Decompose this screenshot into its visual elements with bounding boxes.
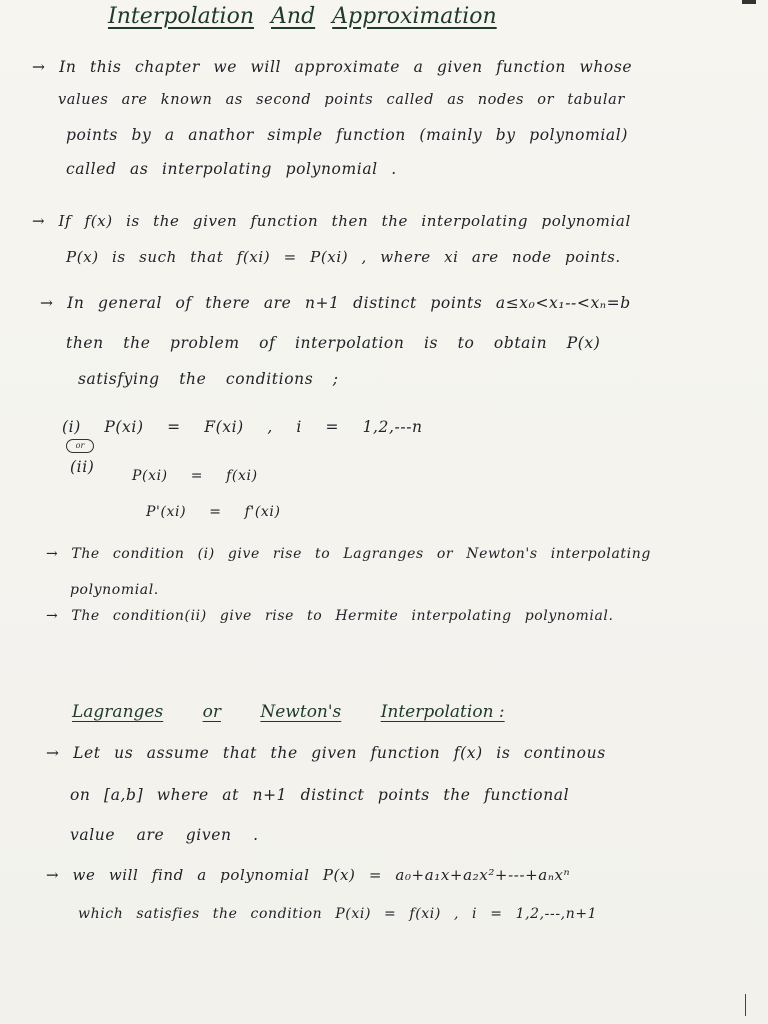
text-line-8: then the problem of interpolation is to obtain P(x) [66,334,601,352]
text-line-5: → If f(x) is the given function then the interpolating polynomial [32,212,631,230]
text-line-9: satisfying the conditions ; [78,370,339,388]
section-heading [72,702,539,722]
text-line-18: value are given . [70,826,259,844]
heading-lagranges: Lagranges [72,702,164,722]
circled-or: or [66,439,94,453]
text-line-4: called as interpolating polynomial . [66,160,397,178]
condition-ii-label: (ii) [70,458,95,476]
heading-newtons: Newton's [260,702,342,722]
title-word-interpolation: Interpolation [108,4,255,29]
page-edge-mark [745,994,746,1016]
text-line-1: → In this chapter we will approximate a given function whose [32,58,633,76]
text-line-17: on [a,b] where at n+1 distinct points the functional [70,786,570,804]
page-corner-mark [742,0,756,4]
text-line-19: → we will find a polynomial P(x) = a₀+a₁x+a₂x²+---+aₙxⁿ [46,866,571,884]
title-word-approximation: Approximation [332,4,497,29]
title-word-and: And [271,4,316,29]
text-line-16: → Let us assume that the given function f(x) is continous [46,744,606,762]
condition-ii-line-1: P(xi) = f(xi) [132,468,258,484]
text-line-20: which satisfies the condition P(xi) = f(xi) , i = 1,2,---,n+1 [78,906,598,922]
condition-i: (i) P(xi) = F(xi) , i = 1,2,---n [62,418,423,436]
text-line-7: → In general of there are n+1 distinct points a≤x₀<x₁--<xₙ=b [40,294,631,312]
text-line-13: → The condition (i) give rise to Lagranges or Newton's interpolating [46,546,651,562]
text-line-3: points by a anathor simple function (mainly by polynomial) [66,126,628,144]
condition-ii-line-2: P'(xi) = f'(xi) [146,504,281,520]
heading-or: or [202,702,221,722]
text-line-2: values are known as second points called as nodes or tabular [58,92,625,108]
heading-interpolation: Interpolation : [380,702,505,722]
text-line-15: → The condition(ii) give rise to Hermite interpolating polynomial. [46,608,614,624]
page-title [108,4,497,29]
text-line-6: P(x) is such that f(xi) = P(xi) , where xi are node points. [66,248,621,266]
text-line-14: polynomial. [70,582,159,598]
